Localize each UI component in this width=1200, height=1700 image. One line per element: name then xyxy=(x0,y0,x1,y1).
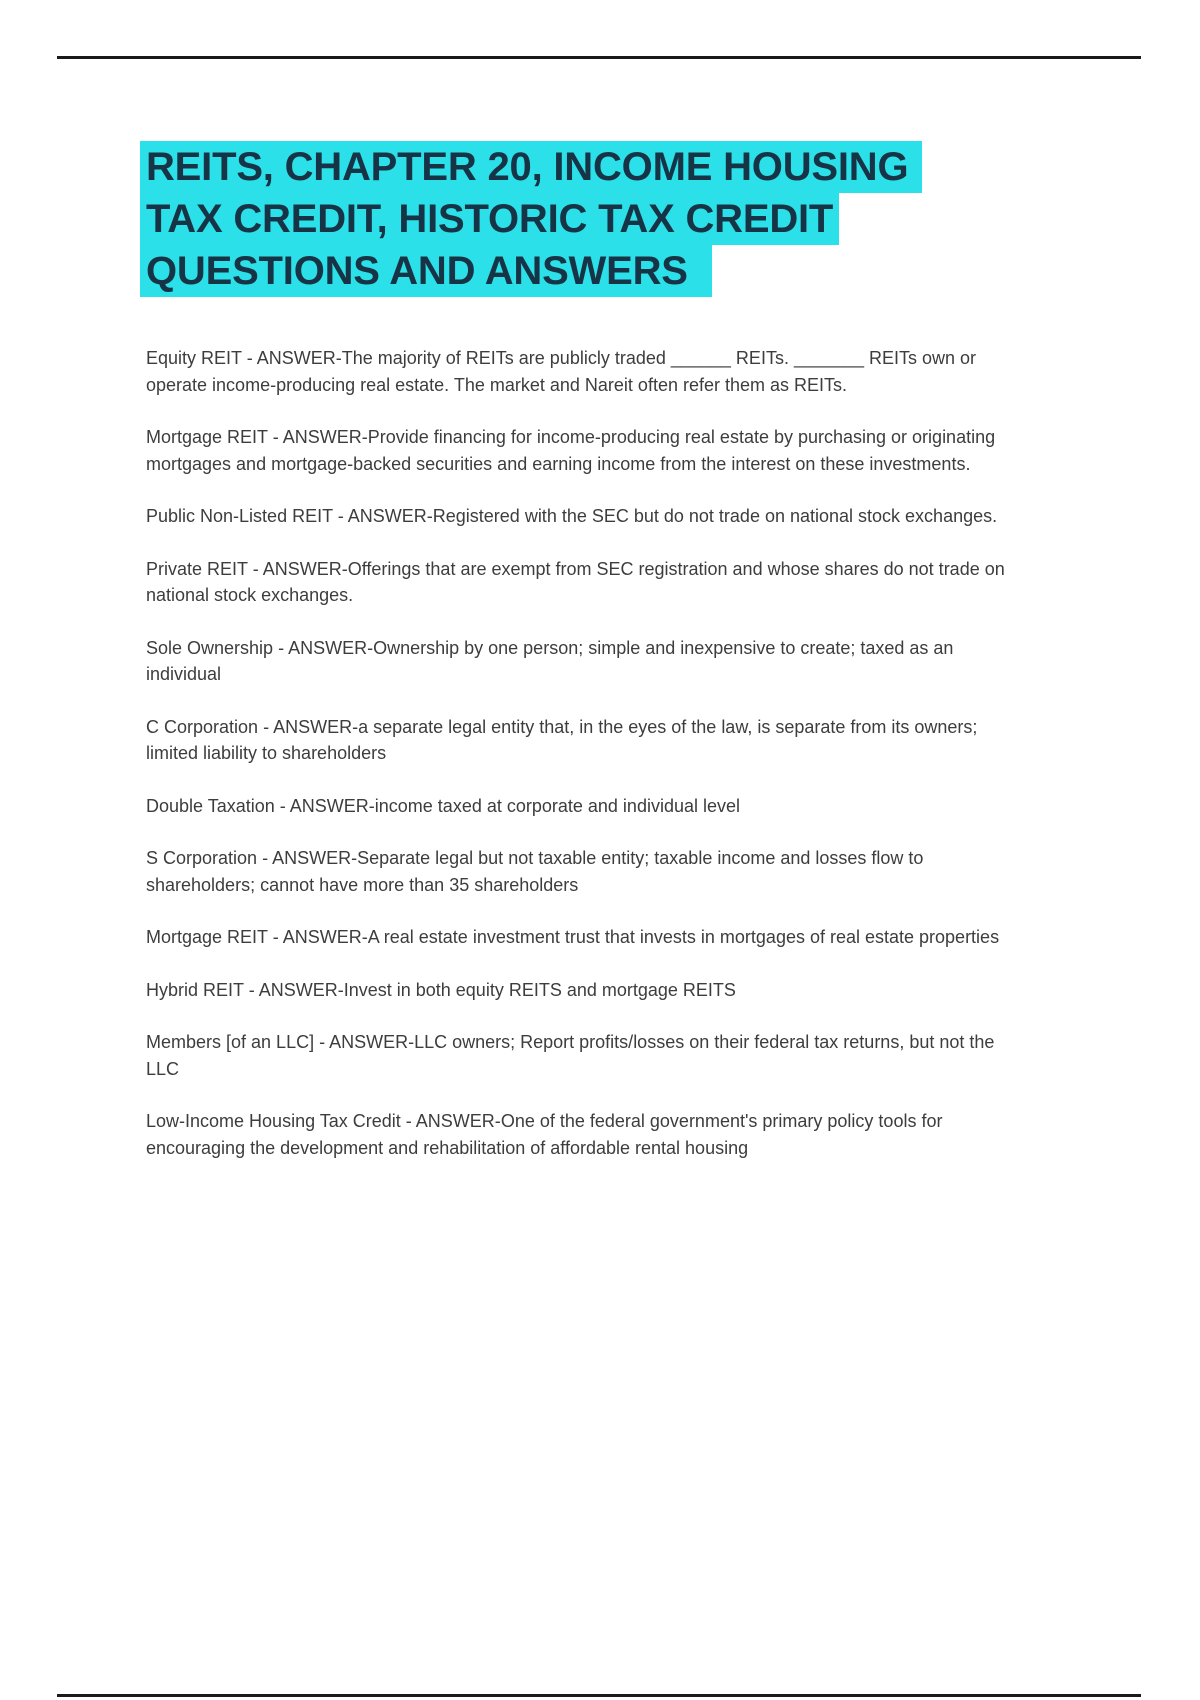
qa-item xyxy=(146,345,1014,398)
qa-item xyxy=(146,635,1014,688)
qa-answer: Provide financing for income-producing real estate by purchasing or originating mortgages and mortgage-backed securities and earning income from the interest on these investments. xyxy=(146,427,996,474)
qa-item xyxy=(146,503,1014,530)
qa-answer: Registered with the SEC but do not trade on national stock exchanges. xyxy=(432,506,998,526)
qa-item xyxy=(146,424,1014,477)
qa-item xyxy=(146,977,1014,1004)
qa-term: C Corporation xyxy=(146,716,259,737)
qa-answer: Ownership by one person; simple and inexpensive to create; taxed as an individual xyxy=(146,637,954,684)
qa-term: Low-Income Housing Tax Credit xyxy=(146,1111,401,1131)
page-content xyxy=(146,0,1014,1161)
qa-answer: A real estate investment trust that invests in mortgages of real estate properties xyxy=(367,927,1000,947)
qa-separator: - ANSWER- xyxy=(314,1032,415,1052)
qa-item xyxy=(146,845,1014,898)
qa-answer: One of the federal government's primary policy tools for encouraging the development and rehabilitation of affordable rental housing xyxy=(146,1111,943,1158)
qa-separator: - ANSWER- xyxy=(332,506,433,526)
qa-term: Mortgage REIT xyxy=(146,427,268,447)
qa-answer: Separate legal but not taxable entity; taxable income and losses flow to shareholders; cannot have more than 35 shareholders xyxy=(146,848,924,895)
qa-term: S Corporation xyxy=(146,848,258,868)
qa-separator: - ANSWER- xyxy=(241,348,342,368)
title-line-3: QUESTIONS AND ANSWERS xyxy=(140,245,712,297)
title-line-2: TAX CREDIT, HISTORIC TAX CREDIT xyxy=(140,193,839,245)
qa-answer: Invest in both equity REITS and mortgage REITS xyxy=(343,979,736,1000)
bottom-rule xyxy=(57,1694,1141,1697)
qa-item xyxy=(146,924,1014,951)
document-title xyxy=(146,141,1014,297)
qa-separator: - ANSWER- xyxy=(273,637,374,658)
qa-separator: - ANSWER- xyxy=(267,427,368,447)
qa-answer: Offerings that are exempt from SEC registration and whose shares do not trade on national stock exchanges. xyxy=(146,558,1005,605)
title-line-1: REITS, CHAPTER 20, INCOME HOUSING xyxy=(140,141,922,193)
qa-separator: - ANSWER- xyxy=(267,927,368,947)
qa-separator: - ANSWER- xyxy=(247,558,348,579)
qa-list xyxy=(146,345,1014,1161)
qa-separator: - ANSWER- xyxy=(258,716,359,737)
qa-term: Members [of an LLC] xyxy=(146,1032,315,1052)
qa-item xyxy=(146,793,1014,820)
qa-answer: The majority of REITs are publicly traded ______ REITs. _______ REITs own or operate income-producing real estate. The market and Nareit often refer them as REITs. xyxy=(146,348,977,395)
qa-term: Sole Ownership xyxy=(146,637,274,658)
qa-term: Hybrid REIT xyxy=(146,979,244,1000)
qa-term: Public Non-Listed REIT xyxy=(146,506,333,526)
qa-separator: - ANSWER- xyxy=(257,848,358,868)
qa-answer: income taxed at corporate and individual level xyxy=(374,795,741,816)
qa-term: Double Taxation xyxy=(146,795,275,816)
qa-item xyxy=(146,556,1014,609)
qa-separator: - ANSWER- xyxy=(243,979,344,1000)
qa-item xyxy=(146,714,1014,767)
qa-term: Private REIT xyxy=(146,558,248,579)
qa-separator: - ANSWER- xyxy=(400,1111,501,1131)
qa-answer: LLC owners; Report profits/losses on their federal tax returns, but not the LLC xyxy=(146,1032,995,1079)
qa-answer: a separate legal entity that, in the eyes of the law, is separate from its owners; limited liability to shareholders xyxy=(146,716,978,763)
qa-term: Equity REIT xyxy=(146,348,242,368)
qa-item xyxy=(146,1029,1014,1082)
qa-separator: - ANSWER- xyxy=(274,795,375,816)
qa-term: Mortgage REIT xyxy=(146,927,268,947)
qa-item xyxy=(146,1108,1014,1161)
